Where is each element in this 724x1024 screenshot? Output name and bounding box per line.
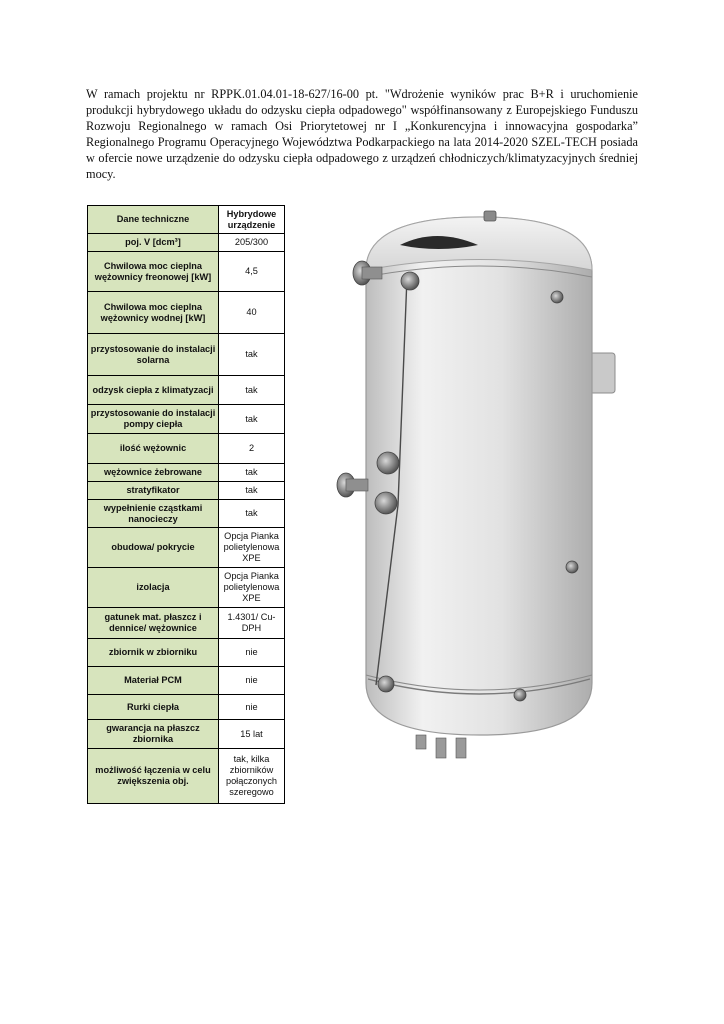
connection-nozzle (375, 492, 397, 514)
bottom-connections (416, 735, 466, 758)
row-value: 2 (219, 434, 285, 464)
table-row (88, 528, 285, 568)
row-key: wężownice żebrowane (88, 464, 219, 482)
connection-nozzle (377, 452, 399, 474)
top-fitting (484, 211, 496, 221)
row-key: przystosowanie do instalacji solarna (88, 334, 219, 376)
row-value: tak (219, 376, 285, 405)
tank-illustration (328, 205, 620, 780)
row-value: 205/300 (219, 234, 285, 252)
row-value: 40 (219, 292, 285, 334)
technical-data-table (87, 205, 285, 804)
row-key: zbiornik w zbiorniku (88, 639, 219, 667)
row-value: tak (219, 334, 285, 376)
table-row (88, 667, 285, 695)
row-value: tak (219, 500, 285, 528)
row-value: Opcja Pianka polietylenowa XPE (219, 568, 285, 608)
table-row (88, 234, 285, 252)
connection-nozzle (378, 676, 394, 692)
table-row (88, 376, 285, 405)
row-key: stratyfikator (88, 482, 219, 500)
row-key: Materiał PCM (88, 667, 219, 695)
row-key: poj. V [dcm³] (88, 234, 219, 252)
table-row (88, 252, 285, 292)
table-row (88, 720, 285, 749)
table-row (88, 405, 285, 434)
table-row (88, 482, 285, 500)
row-key: odzysk ciepła z klimatyzacji (88, 376, 219, 405)
table-row (88, 434, 285, 464)
sensor-port (566, 561, 578, 573)
row-key: gwarancja na płaszcz zbiornika (88, 720, 219, 749)
row-value: tak (219, 482, 285, 500)
sensor-port (551, 291, 563, 303)
row-value: nie (219, 639, 285, 667)
table-row (88, 292, 285, 334)
table-row (88, 639, 285, 667)
row-value: 15 lat (219, 720, 285, 749)
table-header-row (88, 206, 285, 234)
table-row (88, 500, 285, 528)
row-value: 4,5 (219, 252, 285, 292)
header-key-cell: Dane techniczne (88, 206, 219, 234)
row-key: przystosowanie do instalacji pompy ciepła (88, 405, 219, 434)
row-value: tak, kilka zbiorników połączonych szeregowo (219, 749, 285, 804)
row-key: wypełnienie cząstkami nanocieczy (88, 500, 219, 528)
table-row (88, 608, 285, 639)
sensor-port (514, 689, 526, 701)
row-key: izolacja (88, 568, 219, 608)
intro-paragraph: W ramach projektu nr RPPK.01.04.01-18-627/16-00 pt. "Wdrożenie wyników prac B+R i uruchomienie produkcji hybrydowego układu do odzysku ciepła odpadowego" współfinansowany z Europejskiego Funduszu Rozwoju Regionalnego w ramach Osi Priorytetowej nr I „Konkurencyjna i innowacyjna gospodarka” Regionalnego Programu Operacyjnego Województwa Podkarpackiego na lata 2014-2020 SZEL-TECH posiada w ofercie nowe urządzenie do odzysku ciepła odpadowego z urządzeń chłodniczych/klimatyzacyjnych średniej mocy. (86, 87, 638, 181)
header-value-cell: Hybrydowe urządzenie (219, 206, 285, 234)
row-key: Chwilowa moc cieplna wężownicy wodnej [kW] (88, 292, 219, 334)
connection-nozzle (401, 272, 419, 290)
row-key: gatunek mat. płaszcz i dennice/ wężownice (88, 608, 219, 639)
row-key: ilość wężownic (88, 434, 219, 464)
row-value: nie (219, 695, 285, 720)
row-value: Opcja Pianka polietylenowa XPE (219, 528, 285, 568)
table-row (88, 568, 285, 608)
row-value: 1.4301/ Cu-DPH (219, 608, 285, 639)
table-row (88, 334, 285, 376)
row-value: tak (219, 405, 285, 434)
row-value: nie (219, 667, 285, 695)
table-row (88, 695, 285, 720)
middle-inlet-fitting (337, 473, 368, 497)
row-key: Rurki ciepła (88, 695, 219, 720)
table-row (88, 749, 285, 804)
row-key: Chwilowa moc cieplna wężownicy freonowej [kW] (88, 252, 219, 292)
table-row (88, 464, 285, 482)
row-key: obudowa/ pokrycie (88, 528, 219, 568)
row-key: możliwość łączenia w celu zwiększenia obj. (88, 749, 219, 804)
row-value: tak (219, 464, 285, 482)
